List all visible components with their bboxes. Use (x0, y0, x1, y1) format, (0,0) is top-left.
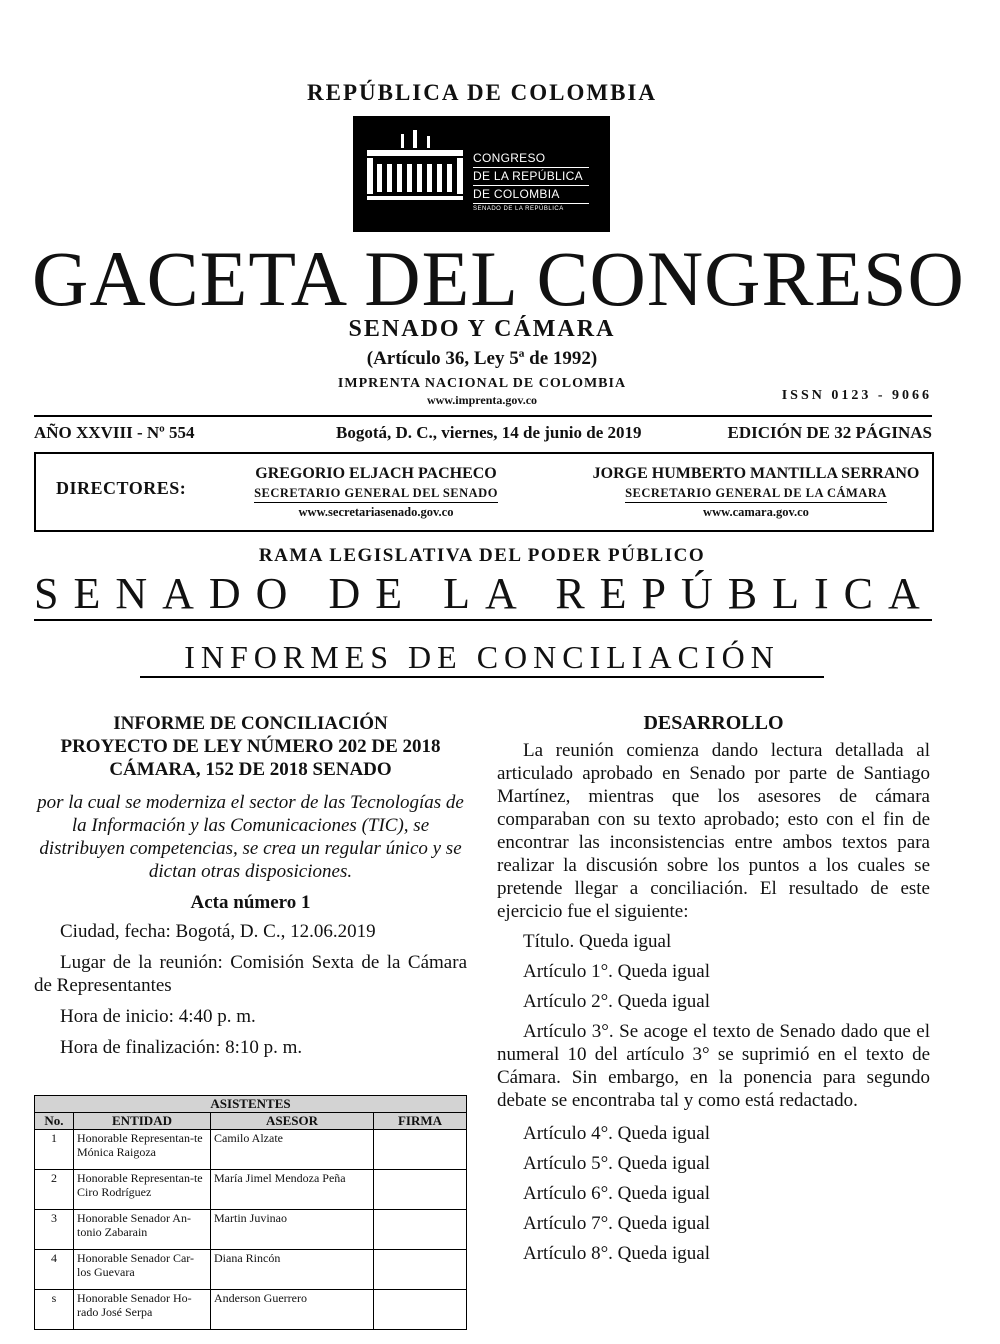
table-cell-asesor: Martin Juvinao (211, 1210, 374, 1250)
article-line: Artículo 8°. Queda igual (523, 1243, 710, 1264)
director-role: SECRETARIO GENERAL DE LA CÁMARA (625, 485, 887, 503)
table-cell-no: 3 (35, 1210, 74, 1250)
table-cell-asesor: Camilo Alzate (211, 1130, 374, 1170)
desarrollo-heading: DESARROLLO (643, 712, 784, 734)
table-cell-firma (374, 1210, 467, 1250)
attendees-table (34, 1095, 467, 1330)
senado-heading: SENADO DE LA REPÚBLICA (34, 569, 935, 618)
table-cell-no: 1 (35, 1130, 74, 1170)
issue-date: Bogotá, D. C., viernes, 14 de junio de 2019 (336, 423, 642, 442)
logo-line-4: SENADO DE LA REPÚBLICA (473, 206, 564, 212)
report-title-2: PROYECTO DE LEY NÚMERO 202 DE 2018 (60, 736, 441, 757)
table-header: FIRMA (374, 1113, 467, 1130)
rama-heading: RAMA LEGISLATIVA DEL PODER PÚBLICO (258, 545, 706, 566)
director-url: www.secretariasenado.gov.co (298, 505, 454, 519)
table-cell-asesor: Anderson Guerrero (211, 1290, 374, 1330)
table-cell-asesor: Diana Rincón (211, 1250, 374, 1290)
meeting-city-date: Ciudad, fecha: Bogotá, D. C., 12.06.2019 (60, 921, 376, 942)
logo-text (473, 150, 589, 214)
table-row (35, 1290, 467, 1330)
article-line: Artículo 7°. Queda igual (523, 1213, 710, 1234)
article-line: Artículo 1°. Queda igual (523, 961, 710, 982)
directors-label: DIRECTORES: (56, 478, 187, 498)
article-line: Título. Queda igual (523, 931, 672, 952)
right-column (497, 712, 930, 1265)
desarrollo-intro: La reunión comienza dando lectura detallada al articulado aprobado en Senado por parte de Santiago Martínez, mientras que los asesores de cámara comparaban con su texto aprobado; esto con el fin de encontrar las inconsistencias entre ambos textos para realizar la discusión sobre los puntos a los cuales se pretende llegar a conciliación. El resultado de este ejercicio fue el siguiente: (497, 740, 930, 922)
report-subtitle: por la cual se moderniza el sector de las Tecnologías de la Información y las Comunicaciones (TIC), se distribuyen competencias, se crea un regular único y se dictan otras disposiciones. (37, 792, 464, 882)
article-line: Artículo 5°. Queda igual (523, 1153, 710, 1174)
divider (34, 415, 932, 417)
table-cell-entidad: Honorable Senador Ho-rado José Serpa (74, 1290, 211, 1330)
table-cell-entidad: Honorable Representan-te Mónica Raigoza (74, 1130, 211, 1170)
masthead-subtitle: SENADO Y CÁMARA (348, 316, 616, 342)
table-row (35, 1250, 467, 1290)
law-reference: (Artículo 36, Ley 5ª de 1992) (366, 348, 598, 369)
table-header: ENTIDAD (74, 1113, 211, 1130)
logo-line-2: DE LA REPÚBLICA (473, 168, 589, 186)
table-cell-entidad: Honorable Senador An-tonio Zabarain (74, 1210, 211, 1250)
director-url: www.camara.gov.co (703, 505, 809, 519)
congreso-logo (353, 116, 610, 232)
article-line: Artículo 6°. Queda igual (523, 1183, 710, 1204)
article-line: Artículo 2°. Queda igual (523, 991, 710, 1012)
director-role: SECRETARIO GENERAL DEL SENADO (254, 485, 498, 503)
table-cell-firma (374, 1130, 467, 1170)
table-cell-entidad: Honorable Representan-te Ciro Rodríguez (74, 1170, 211, 1210)
director-name: JORGE HUMBERTO MANTILLA SERRANO (592, 465, 920, 482)
table-row (35, 1210, 467, 1250)
article-paragraph: Artículo 3°. Se acoge el texto de Senado dado que el numeral 10 del artículo 3° se suprimió en el texto de Cámara. Sin embargo, en la ponencia para segundo debate se encontraba tal y como está redactado. (497, 1021, 930, 1111)
issue-number: AÑO XXVIII - Nº 554 (34, 423, 195, 442)
capitol-building-icon (361, 130, 471, 220)
meeting-start: Hora de inicio: 4:40 p. m. (60, 1006, 256, 1027)
logo-line-1: CONGRESO (473, 150, 589, 168)
logo-line-3: DE COLOMBIA (473, 186, 589, 204)
table-header: No. (35, 1113, 74, 1130)
report-title-1: INFORME DE CONCILIACIÓN (113, 713, 388, 734)
table-row (35, 1170, 467, 1210)
director-senado (236, 464, 516, 521)
acta-heading: Acta número 1 (190, 892, 311, 913)
table-cell-firma (374, 1250, 467, 1290)
table-cell-entidad: Honorable Senador Car-los Guevara (74, 1250, 211, 1290)
table-cell-firma (374, 1170, 467, 1210)
report-title-3: CÁMARA, 152 DE 2018 SENADO (109, 759, 392, 780)
divider (34, 619, 932, 621)
table-title: ASISTENTES (35, 1096, 467, 1113)
meeting-place: Lugar de la reunión: Comisión Sexta de la Cámara de Representantes (34, 952, 467, 996)
table-cell-no: s (35, 1290, 74, 1330)
masthead-title: GACETA DEL CONGRESO (32, 235, 965, 322)
table-cell-no: 2 (35, 1170, 74, 1210)
table-header: ASESOR (211, 1113, 374, 1130)
section-heading: INFORMES DE CONCILIACIÓN (140, 638, 824, 678)
director-camara (576, 464, 936, 521)
issue-info-bar (34, 423, 932, 445)
page-count: EDICIÓN DE 32 PÁGINAS (727, 423, 932, 442)
imprenta-url: www.imprenta.gov.co (426, 393, 538, 407)
table-cell-asesor: María Jimel Mendoza Peña (211, 1170, 374, 1210)
republica-heading: REPÚBLICA DE COLOMBIA (307, 80, 657, 105)
table-cell-firma (374, 1290, 467, 1330)
table-cell-no: 4 (35, 1250, 74, 1290)
directors-box (34, 452, 934, 532)
meeting-end: Hora de finalización: 8:10 p. m. (60, 1037, 303, 1058)
table-row (35, 1130, 467, 1170)
article-line: Artículo 4°. Queda igual (523, 1123, 710, 1144)
issn: ISSN 0123 - 9066 (781, 388, 932, 403)
director-name: GREGORIO ELJACH PACHECO (255, 465, 497, 482)
imprenta-label: IMPRENTA NACIONAL DE COLOMBIA (337, 376, 627, 391)
left-column (34, 712, 467, 1059)
